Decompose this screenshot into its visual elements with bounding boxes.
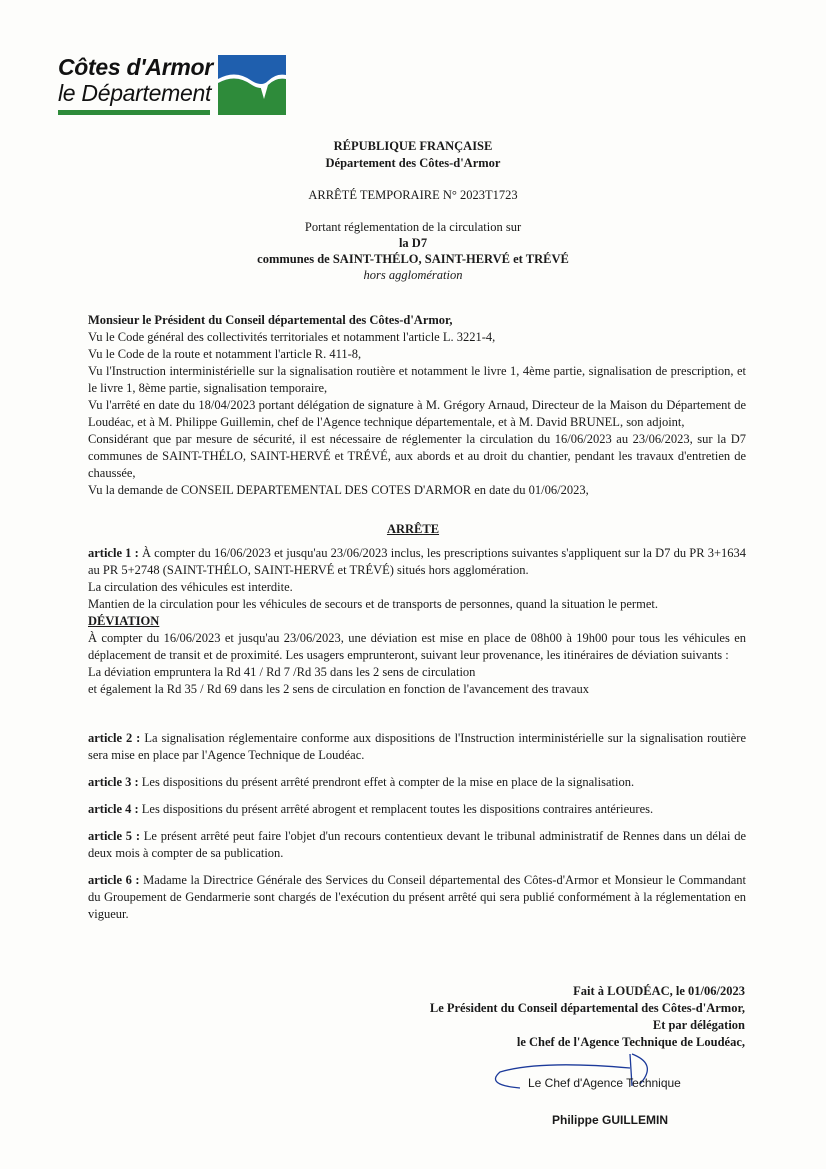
- subject-communes: communes de SAINT-THÉLO, SAINT-HERVÉ et TRÉVÉ: [257, 252, 569, 266]
- subject-line: Portant réglementation de la circulation sur: [304, 220, 522, 234]
- department-logo-icon: [218, 55, 286, 115]
- signatory-line: Le Président du Conseil départemental des Côtes-d'Armor,: [429, 1001, 745, 1015]
- article-text: Madame la Directrice Générale des Services du Conseil départemental des Côtes-d'Armor et Monsieur le Commandant du Groupement de Gendarmerie sont chargés de l'exécution du présent arrêté qui sera publié conformément à la réglementation en vigueur.: [88, 873, 746, 921]
- deviation-line: La déviation empruntera la Rd 41 / Rd 7 /Rd 35 dans les 2 sens de circulation: [88, 665, 476, 679]
- decree-heading: ARRÊTE: [386, 522, 440, 536]
- article-line: Mantien de la circulation pour les véhicules de secours et de transports de personnes, quand la situation le permet.: [88, 597, 658, 611]
- authority: Monsieur le Président du Conseil départemental des Côtes-d'Armor,: [88, 313, 453, 327]
- deviation-text: À compter du 16/06/2023 et jusqu'au 23/06/2023, une déviation est mise en place de 08h00 à 19h00 pour tous les véhicules en déplacement de transit et de proximité. Les usagers emprunteront, suivant leur provenance, les itinéraires de déviation suivants :: [88, 631, 746, 662]
- article-text: Les dispositions du présent arrêté abrogent et remplacent toutes les dispositions contraires antérieures.: [141, 802, 654, 816]
- article-label: article 2 :: [88, 731, 141, 745]
- preamble-line: Vu le Code de la route et notamment l'article R. 411-8,: [88, 347, 362, 361]
- article-2: [88, 730, 746, 764]
- deviation-heading: DÉVIATION: [88, 614, 160, 628]
- article-line: La circulation des véhicules est interdite.: [88, 580, 293, 594]
- article-label: article 1 :: [88, 546, 139, 560]
- preamble-line: Vu le Code général des collectivités territoriales et notamment l'article L. 3221-4,: [88, 330, 496, 344]
- article-label: article 3 :: [88, 775, 139, 789]
- article-text: Les dispositions du présent arrêté prendront effet à compter de la mise en place de la signalisation.: [141, 775, 635, 789]
- republic-heading: RÉPUBLIQUE FRANÇAISE: [333, 139, 493, 153]
- signature-stamp: Le Chef d'Agence Technique: [528, 1076, 681, 1090]
- article-text: À compter du 16/06/2023 et jusqu'au 23/06/2023 inclus, les prescriptions suivantes s'appliquent sur la D7 du PR 3+1634 au PR 5+2748 (SAINT-THÉLO, SAINT-HERVÉ et TRÉVÉ) situés hors agglomération.: [88, 546, 747, 577]
- preamble: [88, 312, 746, 499]
- arrete-title: ARRÊTÉ TEMPORAIRE N° 2023T1723: [308, 188, 518, 202]
- logo-line-1: Côtes d'Armor: [58, 54, 213, 80]
- article-label: article 6 :: [88, 873, 140, 887]
- article-5: [88, 828, 746, 862]
- signatory-line: le Chef de l'Agence Technique de Loudéac,: [516, 1035, 745, 1049]
- preamble-line: Vu l'Instruction interministérielle sur la signalisation routière et notamment le livre 1, 4ème partie, signalisation de prescription, et le livre 1, 8ème partie, signalisation temporaire,: [88, 364, 746, 395]
- logo-underline: [58, 110, 210, 115]
- subject-road: la D7: [398, 236, 428, 250]
- department-heading: Département des Côtes-d'Armor: [325, 156, 501, 170]
- subject-zone: hors agglomération: [363, 268, 463, 282]
- article-text: Le présent arrêté peut faire l'objet d'un recours contentieux devant le tribunal administratif de Rennes dans un délai de deux mois à compter de sa publication.: [88, 829, 747, 860]
- articles: [88, 730, 746, 933]
- article-label: article 4 :: [88, 802, 139, 816]
- preamble-line: Vu la demande de CONSEIL DEPARTEMENTAL DES COTES D'ARMOR en date du 01/06/2023,: [88, 483, 589, 497]
- deviation-line: et également la Rd 35 / Rd 69 dans les 2 sens de circulation en fonction de l'avancement des travaux: [88, 682, 590, 696]
- preamble-line: Vu l'arrêté en date du 18/04/2023 portant délégation de signature à M. Grégory Arnaud, Directeur de la Maison du Département de Loudéac, et à M. Philippe Guillemin, chef de l'Agence technique départementale, et à M. David BRUNEL, son adjoint,: [88, 398, 746, 429]
- article-label: article 5 :: [88, 829, 140, 843]
- signature-block: [430, 983, 745, 1051]
- signatory-line: Et par délégation: [652, 1018, 745, 1032]
- article-1: [88, 545, 746, 698]
- logo-text: [58, 54, 213, 106]
- article-6: [88, 872, 746, 923]
- article-3: [88, 774, 746, 791]
- article-text: La signalisation réglementaire conforme aux dispositions de l'Instruction interministérielle sur la signalisation routière sera mise en place par l'Agence Technique de Loudéac.: [88, 731, 747, 762]
- preamble-line: Considérant que par mesure de sécurité, il est nécessaire de réglementer la circulation du 16/06/2023 au 23/06/2023, sur la D7 communes de SAINT-THÉLO, SAINT-HERVÉ et TRÉVÉ, aux abords et au droit du chantier, pendant les travaux d'entretien de chaussée,: [88, 432, 746, 480]
- signatory-name: Philippe GUILLEMIN: [552, 1113, 668, 1127]
- place-date: Fait à LOUDÉAC, le 01/06/2023: [573, 984, 745, 998]
- logo-line-2: le Département: [58, 80, 212, 106]
- article-4: [88, 801, 746, 818]
